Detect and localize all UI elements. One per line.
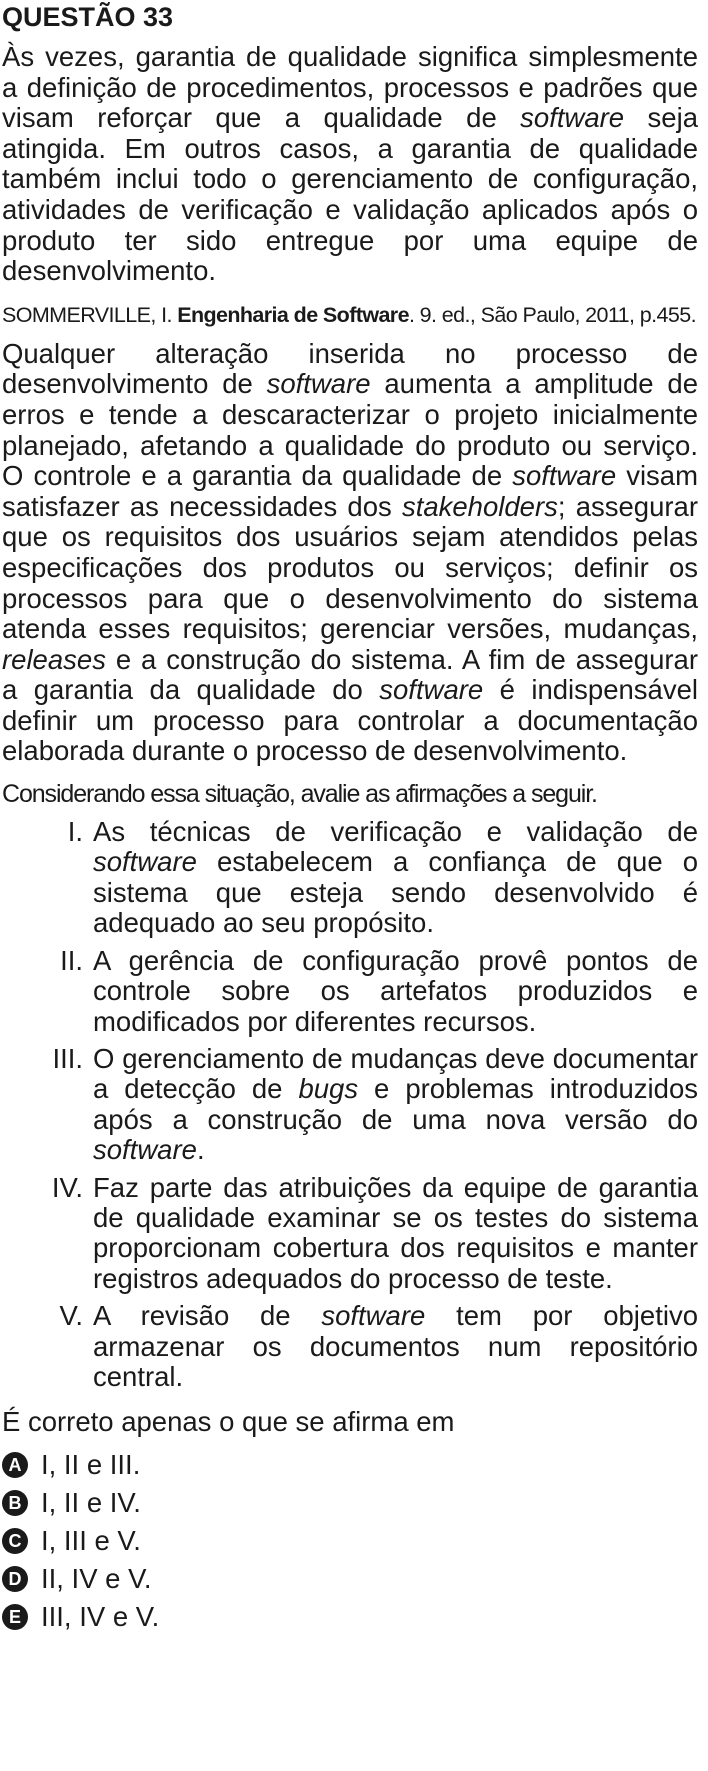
statement-number: V. <box>59 1300 83 1332</box>
citation-author: SOMMERVILLE, I. <box>2 302 178 327</box>
option-letter-badge: E <box>2 1604 28 1630</box>
option-letter-badge: C <box>2 1528 28 1554</box>
statement-item <box>2 1301 698 1392</box>
option-b[interactable] <box>2 1484 698 1522</box>
statements-prompt: Considerando essa situação, avalie as afirmações a seguir. <box>2 780 597 809</box>
option-c[interactable] <box>2 1522 698 1560</box>
option-letter-badge: B <box>2 1490 28 1516</box>
citation <box>2 301 698 329</box>
option-text: III, IV e V. <box>41 1601 160 1633</box>
statement-text: A gerência de configuração provê pontos de controle sobre os artefatos produzidos e modificados por diferentes recursos. <box>93 944 698 1037</box>
answer-options <box>2 1446 698 1636</box>
option-a[interactable] <box>2 1446 698 1484</box>
body-paragraph: Qualquer alteração inserida no processo de desenvolvimento de software aumenta a amplitude de erros e tende a descaracterizar o projeto inicialmente planejado, afetando a qualidade do produto ou serviço. O controle e a garantia da qualidade de software visam satisfazer as necessidades dos stakeholders; assegurar que os requisitos dos usuários sejam atendidos pelas especificações dos produtos ou serviços; definir os processos para que o desenvolvimento do sistema atenda esses requisitos; gerenciar versões, mudanças, releases e a construção do sistema. A fim de assegurar a garantia da qualidade do software é indispensável definir um processo para controlar a documentação elaborada durante o processo de desenvolvimento. <box>2 337 699 767</box>
option-text: II, IV e V. <box>41 1563 152 1595</box>
citation-book: Engenharia de Software <box>177 302 409 327</box>
statement-item <box>2 1173 698 1295</box>
statement-item <box>2 817 698 939</box>
option-letter-badge: D <box>2 1566 28 1592</box>
statement-number: I. <box>67 816 83 848</box>
question-title: QUESTÃO 33 <box>2 2 174 32</box>
option-text: I, II e III. <box>41 1449 141 1481</box>
option-d[interactable] <box>2 1560 698 1598</box>
statement-text: As técnicas de verificação e validação de software estabelecem a confiança de que o sistema que esteja sendo desenvolvido é adequado ao seu propósito. <box>93 816 698 939</box>
statement-list <box>2 817 698 1392</box>
statement-text: Faz parte das atribuições da equipe de garantia de qualidade examinar se os testes do sistema proporcionam cobertura dos requisitos e manter registros adequados do processo de teste. <box>93 1171 698 1294</box>
statement-number: III. <box>52 1042 83 1074</box>
statement-item <box>2 1044 698 1166</box>
option-letter-badge: A <box>2 1452 28 1478</box>
option-text: I, II e IV. <box>41 1487 141 1519</box>
option-e[interactable] <box>2 1598 698 1636</box>
statement-item <box>2 946 698 1037</box>
statement-text: O gerenciamento de mudanças deve documentar a detecção de bugs e problemas introduzidos após a construção de uma nova versão do software. <box>93 1042 698 1166</box>
option-text: I, III e V. <box>41 1525 141 1557</box>
question-stem: É correto apenas o que se afirma em <box>2 1406 455 1438</box>
quote-paragraph: Às vezes, garantia de qualidade significa simplesmente a definição de procedimentos, processos e padrões que visam reforçar que a qualidade de software seja atingida. Em outros casos, a garantia de qualidade também inclui todo o gerenciamento de configuração, atividades de verificação e validação aplicados após o produto ter sido entregue por uma equipe de desenvolvimento. <box>2 41 698 287</box>
statement-number: II. <box>60 944 83 976</box>
statement-number: IV. <box>51 1171 83 1203</box>
statement-text: A revisão de software tem por objetivo armazenar os documentos num repositório central. <box>93 1300 698 1392</box>
citation-details: . 9. ed., São Paulo, 2011, p.455. <box>408 302 696 327</box>
